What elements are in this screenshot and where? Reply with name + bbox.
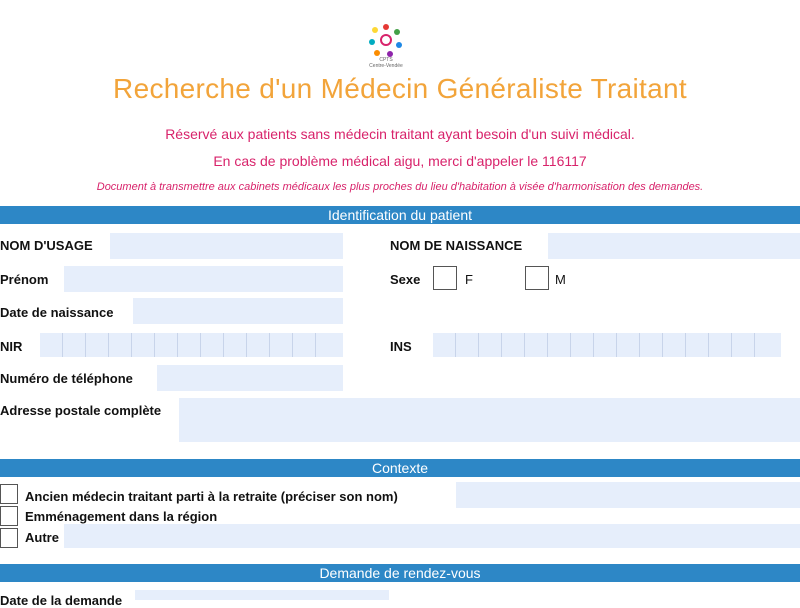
nir-digit [247,333,270,357]
section-identification-header: Identification du patient [0,206,800,224]
ins-digit [456,333,479,357]
sexe-m-label: M [555,272,566,287]
nir-label: NIR [0,339,23,354]
sexe-f-label: F [465,272,473,287]
ins-digit [617,333,640,357]
autre-field[interactable] [64,524,800,548]
nom-naissance-label: NOM DE NAISSANCE [390,238,523,253]
prenom-field[interactable] [64,266,343,292]
nir-digit [316,333,343,357]
nir-digit [270,333,293,357]
logo-subtitle: Centre-Vendée [369,63,403,69]
date-naissance-field[interactable] [133,298,343,324]
ins-digit [433,333,456,357]
logo-name: CPTS [379,57,393,63]
document-note: Document à transmettre aux cabinets médicaux les plus proches du lieu d'habitation à visée d'harmonisation des demandes. [96,181,704,193]
contexte-autre-checkbox[interactable] [0,528,18,548]
ins-digit [479,333,502,357]
ins-digit [548,333,571,357]
nom-usage-label: NOM D'USAGE [0,238,93,253]
nir-digit [132,333,155,357]
ins-digit [755,333,781,357]
adresse-label: Adresse postale complète [0,403,162,418]
nir-digit [201,333,224,357]
subtitle-eligibility: Réservé aux patients sans médecin traitant ayant besoin d'un suivi médical. [165,126,635,142]
prenom-label: Prénom [0,272,49,287]
date-demande-label: Date de la demande [0,593,123,608]
nir-digit [63,333,86,357]
contexte-retraite-label: Ancien médecin traitant parti à la retraite (préciser son nom) [25,489,398,504]
section-contexte-header: Contexte [0,459,800,477]
telephone-label: Numéro de téléphone [0,371,133,386]
nom-naissance-field[interactable] [548,233,800,259]
contexte-emmenagement-checkbox[interactable] [0,506,18,526]
nir-field[interactable] [40,333,343,357]
sexe-f-checkbox[interactable] [433,266,457,290]
ancien-medecin-field[interactable] [456,482,800,508]
nir-digit [109,333,132,357]
ins-digit [571,333,594,357]
sexe-m-checkbox[interactable] [525,266,549,290]
ins-label: INS [390,339,412,354]
date-demande-field[interactable] [135,590,389,600]
nir-digit [86,333,109,357]
contexte-autre-label: Autre [25,530,59,545]
nom-usage-field[interactable] [110,233,343,259]
ins-digit [709,333,732,357]
ins-digit [594,333,617,357]
ins-digit [732,333,755,357]
date-naissance-label: Date de naissance [0,305,114,320]
ins-field[interactable] [433,333,781,357]
nir-digit [155,333,178,357]
nir-digit [293,333,316,357]
section-demande-header: Demande de rendez-vous [0,564,800,582]
sexe-label: Sexe [390,272,421,287]
ins-digit [686,333,709,357]
contexte-emmenagement-label: Emménagement dans la région [25,509,218,524]
contexte-retraite-checkbox[interactable] [0,484,18,504]
nir-digit [178,333,201,357]
nir-digit [224,333,247,357]
page-title: Recherche d'un Médecin Généraliste Traitant [113,73,687,104]
adresse-field[interactable] [179,398,800,442]
nir-digit [40,333,63,357]
logo-text [356,57,416,69]
ins-digit [525,333,548,357]
subtitle-emergency: En cas de problème médical aigu, merci d'appeler le 116117 [213,153,587,169]
ins-digit [502,333,525,357]
telephone-field[interactable] [157,365,343,391]
ins-digit [640,333,663,357]
ins-digit [663,333,686,357]
